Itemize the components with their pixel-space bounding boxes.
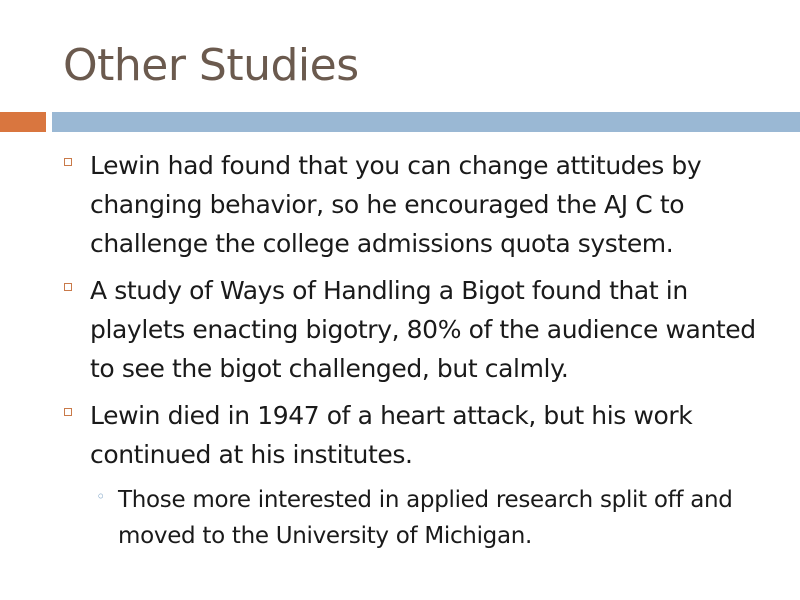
- bullet-item: [62, 146, 782, 263]
- sub-bullet-text: Those more interested in applied research split off and moved to the University of Michigan.: [118, 487, 733, 549]
- bullet-text: A study of Ways of Handling a Bigot found that in playlets enacting bigotry, 80% of the audience wanted to see the bigot challenged, but calmly.: [90, 276, 756, 383]
- square-bullet-icon: [64, 408, 72, 416]
- accent-bar-orange: [0, 112, 46, 132]
- bullet-text: Lewin died in 1947 of a heart attack, but his work continued at his institutes.: [90, 401, 693, 469]
- bullet-text: Lewin had found that you can change attitudes by changing behavior, so he encouraged the AJ C to challenge the college admissions quota system.: [90, 151, 702, 258]
- square-bullet-icon: [64, 283, 72, 291]
- bullet-item: [62, 396, 782, 474]
- slide-content: [62, 146, 782, 554]
- sub-bullet-icon: ◦: [96, 487, 106, 506]
- accent-bar-blue: [52, 112, 800, 132]
- slide-title: Other Studies: [63, 40, 359, 91]
- sub-bullet-item: [62, 482, 782, 554]
- square-bullet-icon: [64, 158, 72, 166]
- bullet-item: [62, 271, 782, 388]
